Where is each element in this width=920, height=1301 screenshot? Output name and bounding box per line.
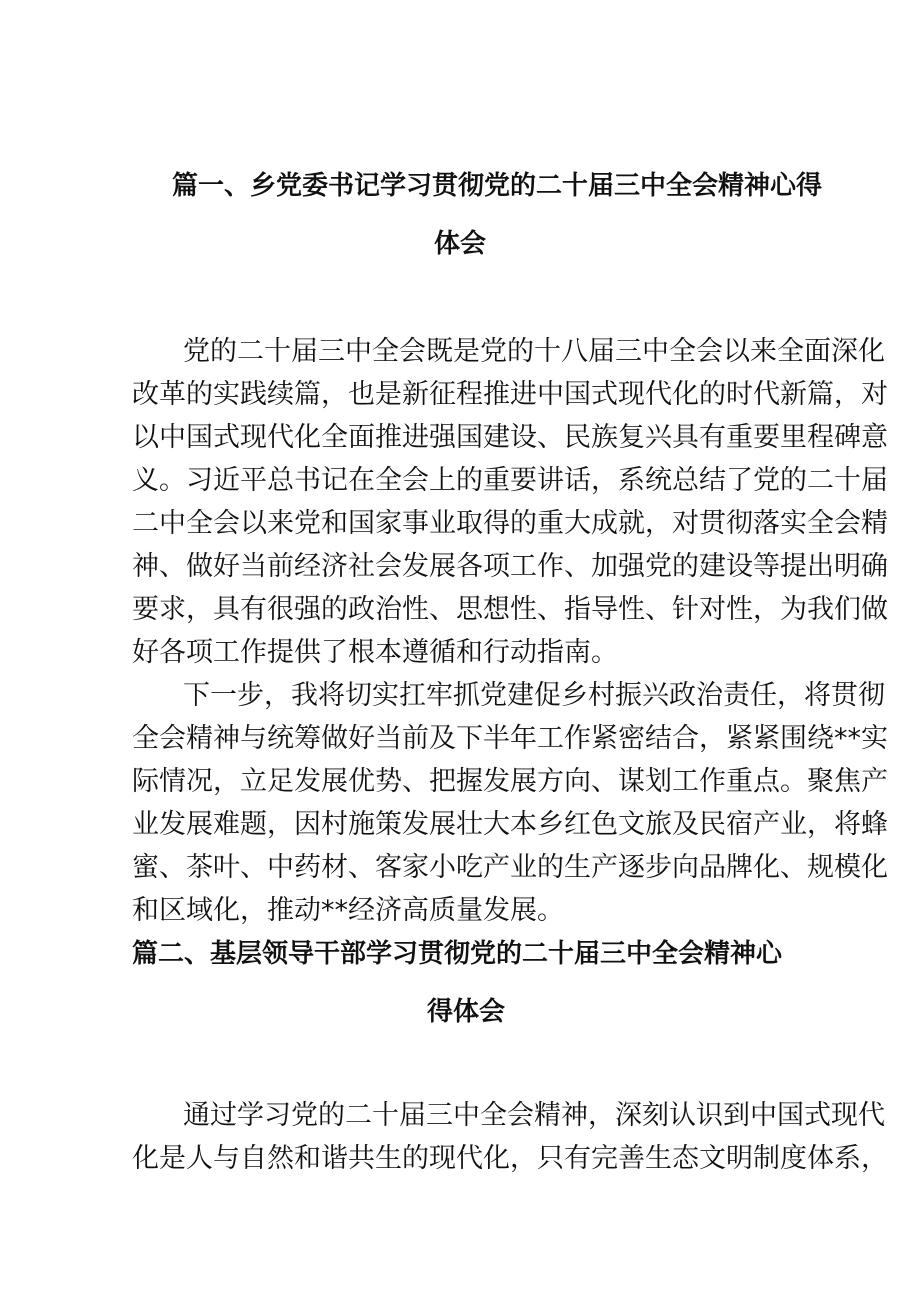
article2-title-line1: 篇二、基层领导干部学习贯彻党的二十届三中全会精神心 (132, 939, 783, 969)
article1-p2-line5: 蜜、茶叶、中药材、客家小吃产业的生产逐步向品牌化、规模化 (132, 852, 888, 883)
article1-p1-line1: 党的二十届三中全会既是党的十八届三中全会以来全面深化 (183, 336, 885, 367)
article1-title-line2: 体会 (434, 229, 487, 259)
article1-p1-line2: 改革的实践续篇，也是新征程推进中国式现代化的时代新篇，对 (132, 379, 888, 410)
article2-title-line2: 得体会 (427, 997, 506, 1027)
article1-p1-line8: 好各项工作提供了根本遵循和行动指南。 (132, 637, 618, 668)
article1-p1-line5: 二中全会以来党和国家事业取得的重大成就，对贯彻落实全会精 (132, 508, 888, 539)
article1-p1-line7: 要求，具有很强的政治性、思想性、指导性、针对性，为我们做 (132, 594, 888, 625)
article2-p1-line2: 化是人与自然和谐共生的现代化，只有完善生态文明制度体系， (132, 1143, 888, 1174)
article1-p2-line2: 全会精神与统筹做好当前及下半年工作紧密结合，紧紧围绕**实 (132, 723, 888, 754)
article1-p2-line3: 际情况，立足发展优势、把握发展方向、谋划工作重点。聚焦产 (132, 766, 888, 797)
article1-p2-line6: 和区域化，推动**经济高质量发展。 (132, 895, 564, 926)
article1-title-line1: 篇一、乡党委书记学习贯彻党的二十届三中全会精神心得 (172, 171, 823, 201)
article1-p1-line3: 以中国式现代化全面推进强国建设、民族复兴具有重要里程碑意 (132, 422, 888, 453)
article1-p2-line1: 下一步，我将切实扛牢抓党建促乡村振兴政治责任，将贯彻 (183, 680, 885, 711)
article1-p1-line4: 义。习近平总书记在全会上的重要讲话，系统总结了党的二十届 (132, 465, 888, 496)
article1-p1-line6: 神、做好当前经济社会发展各项工作、加强党的建设等提出明确 (132, 551, 888, 582)
article2-p1-line1: 通过学习党的二十届三中全会精神，深刻认识到中国式现代 (183, 1100, 885, 1131)
article1-p2-line4: 业发展难题，因村施策发展壮大本乡红色文旅及民宿产业，将蜂 (132, 809, 888, 840)
